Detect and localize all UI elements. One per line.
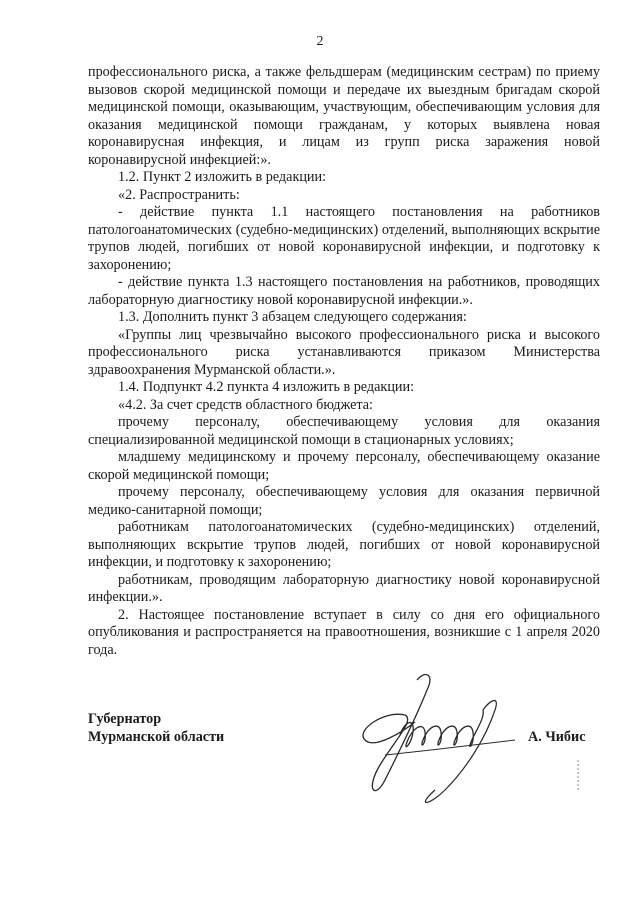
signatory-title-line: Губернатор bbox=[88, 711, 162, 727]
paragraph: профессионального риска, а также фельдшерам (медицинским сестрам) по приему вызовов скорой медицинской помощи и передаче их выездным бригадам скорой медицинской помощи, оказывающим, участвующим, обеспечивающим условия для оказания медицинской помощи гражданам, у которых выявлена новая коронавирусная инфекция, и лицам из групп риска заражения новой коронавирусной инфекцией:». bbox=[88, 64, 600, 168]
paragraph: 1.2. Пункт 2 изложить в редакции: bbox=[118, 169, 327, 185]
signatory-name: А. Чибис bbox=[528, 729, 586, 745]
paragraph: 1.4. Подпункт 4.2 пункта 4 изложить в редакции: bbox=[118, 379, 415, 395]
paragraph: младшему медицинскому и прочему персоналу, обеспечивающему оказание скорой медицинской помощи; bbox=[88, 449, 600, 483]
paragraph: - действие пункта 1.3 настоящего постановления на работников, проводящих лабораторную диагностику новой коронавирусной инфекции.». bbox=[88, 274, 600, 308]
paragraph: работникам патологоанатомических (судебно-медицинских) отделений, выполняющих вскрытие трупов людей, погибших от новой коронавирусной инфекции, и подготовку к захоронению; bbox=[88, 519, 600, 570]
page-number: 2 bbox=[316, 34, 324, 49]
paragraph: прочему персоналу, обеспечивающему условия для оказания первичной медико-санитарной помощи; bbox=[88, 484, 600, 518]
paragraph: работникам, проводящим лабораторную диагностику новой коронавирусной инфекции.». bbox=[88, 571, 600, 605]
margin-mark bbox=[575, 760, 581, 790]
paragraph: - действие пункта 1.1 настоящего постановления на работников патологоанатомических (судебно-медицинских) отделений, выполняющих вскрытие трупов людей, погибших от новой коронавирусной инфекции, и подготовку к захоронению; bbox=[88, 204, 600, 273]
signatory-title-line: Мурманской области bbox=[88, 729, 225, 745]
paragraph: «4.2. За счет средств областного бюджета: bbox=[118, 396, 373, 413]
paragraph: 2. Настоящее постановление вступает в силу со дня его официального опубликования и распространяется на правоотношения, возникшие с 1 апреля 2020 года. bbox=[88, 606, 600, 658]
paragraph: «Группы лиц чрезвычайно высокого профессионального риска и высокого профессионального риска устанавливаются приказом Министерства здравоохранения Мурманской области.». bbox=[88, 326, 600, 378]
paragraph: «2. Распространить: bbox=[118, 186, 240, 203]
paragraph: прочему персоналу, обеспечивающему условия для оказания специализированной медицинской помощи в стационарных условиях; bbox=[88, 414, 600, 448]
document-body bbox=[88, 64, 600, 659]
signatory-title bbox=[88, 710, 288, 746]
handwritten-signature bbox=[345, 660, 535, 810]
paragraph: 1.3. Дополнить пункт 3 абзацем следующего содержания: bbox=[118, 309, 467, 325]
